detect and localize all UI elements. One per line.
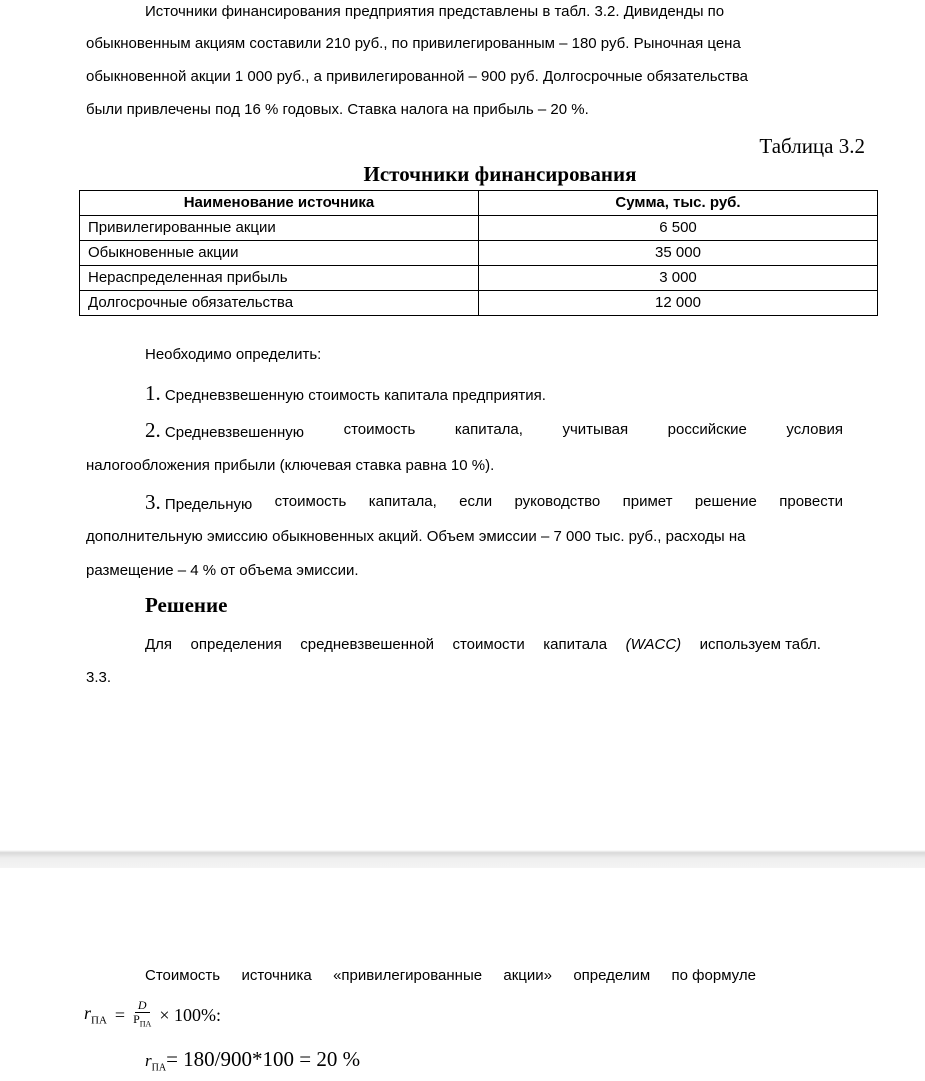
financing-sources-table <box>79 190 878 316</box>
table-row <box>80 266 878 291</box>
source-sum: 12 000 <box>479 291 878 316</box>
task-word: учитывая <box>562 421 629 438</box>
formula-numerator: D <box>135 999 150 1013</box>
task-word: решение <box>694 493 757 510</box>
solution-heading: Решение <box>145 593 228 617</box>
task-item-number: 3. <box>145 490 161 514</box>
source-sum: 35 000 <box>479 241 878 266</box>
column-header-sum: Сумма, тыс. руб. <box>479 191 878 216</box>
solution-word: Для <box>145 636 173 653</box>
solution-word: стоимости <box>452 636 525 653</box>
lead-word: по формуле <box>671 967 756 984</box>
task-word: капитала, <box>454 421 523 438</box>
page-separator <box>0 850 925 868</box>
task-word: предприятия. <box>452 387 546 404</box>
task-word: условия <box>786 421 843 438</box>
table-title: Источники финансирования <box>363 162 637 186</box>
table-caption: Таблица 3.2 <box>759 134 865 158</box>
lead-word: определим <box>573 967 651 984</box>
task-item-1 <box>145 381 546 408</box>
task-word: стоимость <box>274 493 347 510</box>
task-word: если <box>459 493 493 510</box>
task-word: провести <box>779 493 843 510</box>
task-lead: Необходимо определить: <box>145 346 322 363</box>
column-header-name: Наименование источника <box>80 191 479 216</box>
calc-expression: = 180/900*100 = 20 % <box>166 1047 361 1071</box>
solution-word: капитала <box>543 636 608 653</box>
task-word: капитала, <box>368 493 437 510</box>
task-word: примет <box>622 493 673 510</box>
solution-paragraph-cont: 3.3. <box>86 669 112 686</box>
source-name: Обыкновенные акции <box>80 241 479 266</box>
task-item-2 <box>145 418 843 445</box>
table-row <box>80 291 878 316</box>
preferred-stock-cost-formula <box>84 998 221 1032</box>
solution-word: (WACC) <box>625 636 682 653</box>
task-word: капитала <box>384 387 448 404</box>
table-header-row <box>80 191 878 216</box>
intro-line-1: Источники финансирования предприятия представлены в табл. 3.2. Дивиденды по <box>145 3 725 20</box>
source-name: Нераспределенная прибыль <box>80 266 479 291</box>
lead-word: источника <box>241 967 312 984</box>
solution-paragraph <box>145 636 821 654</box>
solution-word: средневзвешенной <box>300 636 434 653</box>
page2-lead <box>145 967 756 985</box>
source-sum: 6 500 <box>479 216 878 241</box>
task-word: Средневзвешенную <box>164 424 305 441</box>
table-row <box>80 241 878 266</box>
formula-equals: = <box>114 1004 126 1025</box>
formula-variable: $r_{ПА}$ <box>84 1003 107 1027</box>
source-name: Привилегированные акции <box>80 216 479 241</box>
formula-fraction <box>130 999 154 1030</box>
solution-word: используем табл. <box>699 636 821 653</box>
task-word: руководство <box>514 493 601 510</box>
task-item-3-cont-2: размещение – 4 % от объема эмиссии. <box>86 562 359 579</box>
task-item-number: 1. <box>145 381 161 405</box>
task-item-2-cont: налогообложения прибыли (ключевая ставка равна 10 %). <box>86 457 495 474</box>
table-row <box>80 216 878 241</box>
intro-line-4: были привлечены под 16 % годовых. Ставка налога на прибыль – 20 %. <box>86 101 589 118</box>
task-word: российские <box>667 421 747 438</box>
task-item-3-cont-1: дополнительную эмиссию обыкновенных акций. Объем эмиссии – 7 000 тыс. руб., расходы на <box>86 528 746 545</box>
source-sum: 3 000 <box>479 266 878 291</box>
task-item-3 <box>145 490 843 517</box>
intro-line-3: обыкновенной акции 1 000 руб., а привилегированной – 900 руб. Долгосрочные обязательства <box>86 68 749 85</box>
task-word: стоимость <box>308 387 380 404</box>
formula-tail: : <box>215 1004 221 1025</box>
lead-word: Стоимость <box>145 967 221 984</box>
source-name: Долгосрочные обязательства <box>80 291 479 316</box>
task-word: стоимость <box>343 421 416 438</box>
formula-multiplier: × 100% <box>159 1004 216 1025</box>
lead-word: акции» <box>503 967 553 984</box>
calc-variable: $r_{ПА}$ <box>145 1051 167 1074</box>
task-item-number: 2. <box>145 418 161 442</box>
solution-word: определения <box>190 636 282 653</box>
formula-denominator: $P_{ПА}$ <box>133 1012 152 1029</box>
lead-word: «привилегированные <box>333 967 483 984</box>
intro-line-2: обыкновенным акциям составили 210 руб., по привилегированным – 180 руб. Рыночная цена <box>86 35 741 52</box>
task-word: Предельную <box>164 496 253 513</box>
task-word: Средневзвешенную <box>164 387 305 404</box>
preferred-stock-cost-calc <box>145 1046 360 1081</box>
